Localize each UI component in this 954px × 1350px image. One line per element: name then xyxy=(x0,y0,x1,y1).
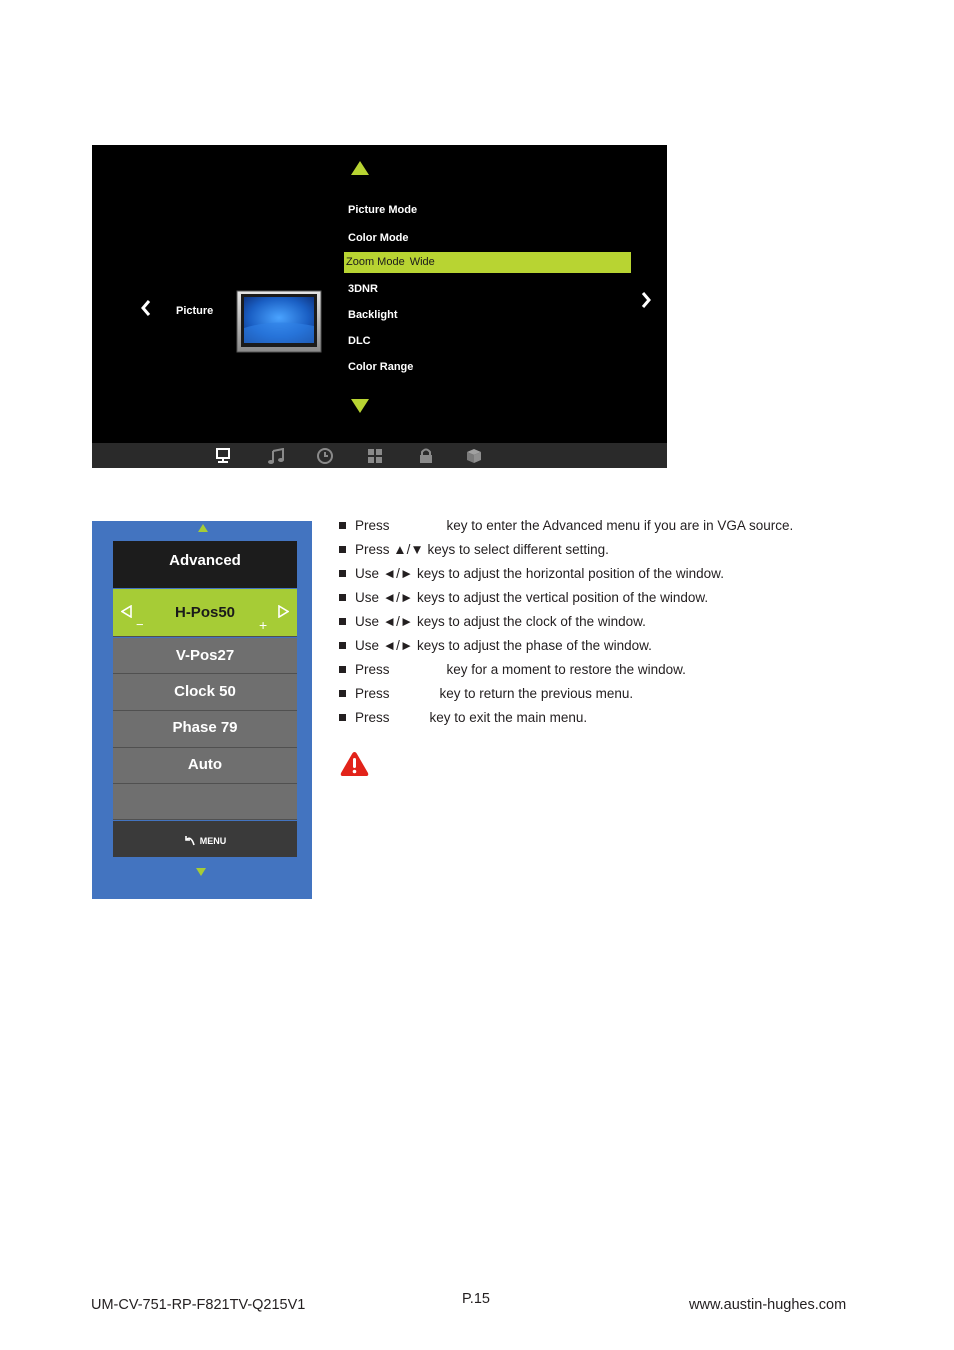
clock-icon[interactable] xyxy=(316,448,334,464)
instruction-item: Use ◄/► keys to adjust the clock of the window. xyxy=(339,614,646,629)
instruction-item: Use ◄/► keys to adjust the phase of the window. xyxy=(339,638,652,653)
menu-item-backlight[interactable]: Backlight xyxy=(348,309,398,321)
instruction-item: Press key to exit the main menu. xyxy=(339,710,587,725)
menu-item-3dnr[interactable]: 3DNR xyxy=(348,283,378,295)
triangle-up-icon[interactable] xyxy=(198,524,208,532)
triangle-down-icon[interactable] xyxy=(196,868,206,876)
bullet xyxy=(339,618,346,625)
h-pos-row[interactable]: − H-Pos50 + xyxy=(113,589,297,637)
menu-item-color-mode[interactable]: Color Mode xyxy=(348,232,409,244)
bullet xyxy=(339,666,346,673)
tv-icon xyxy=(236,290,322,354)
instruction-item: Use ◄/► keys to adjust the vertical position of the window. xyxy=(339,590,708,605)
bullet xyxy=(339,594,346,601)
triangle-up-icon[interactable] xyxy=(350,160,370,176)
lock-icon[interactable] xyxy=(418,448,434,464)
menu-item-color-range[interactable]: Color Range xyxy=(348,361,414,373)
instruction-item: Press ▲/▼ keys to select different setting. xyxy=(339,542,609,557)
instruction-item: Press key to enter the Advanced menu if you are in VGA source. xyxy=(339,518,793,533)
phase-row[interactable]: Phase 79 xyxy=(113,711,297,748)
chevron-left-icon[interactable] xyxy=(140,299,152,317)
advanced-menu xyxy=(92,521,312,899)
document-code: UM-CV-751-RP-F821TV-Q215V1 xyxy=(91,1297,306,1313)
menu-item-dlc[interactable]: DLC xyxy=(348,335,371,347)
return-icon xyxy=(184,834,196,846)
grid-icon[interactable] xyxy=(367,448,383,464)
page-number: P.15 xyxy=(462,1291,490,1307)
arrow-left-icon[interactable] xyxy=(121,605,132,618)
clock-row[interactable]: Clock 50 xyxy=(113,674,297,711)
minus-icon: − xyxy=(136,617,144,632)
osd-category-bar xyxy=(92,443,667,468)
menu-item-picture-mode[interactable]: Picture Mode xyxy=(348,204,418,216)
v-pos-row[interactable]: V-Pos27 xyxy=(113,638,297,674)
bullet xyxy=(339,690,346,697)
website-link[interactable]: www.austin-hughes.com xyxy=(689,1297,847,1313)
chevron-right-icon[interactable] xyxy=(640,291,652,309)
zoom-mode-value: Wide xyxy=(409,256,435,268)
bullet xyxy=(339,522,346,529)
triangle-down-icon[interactable] xyxy=(350,398,370,414)
instruction-item: Press key to return the previous menu. xyxy=(339,686,633,701)
monitor-icon[interactable] xyxy=(215,448,231,464)
bullet xyxy=(339,642,346,649)
music-icon[interactable] xyxy=(267,448,285,464)
empty-row xyxy=(113,784,297,820)
instruction-item: Press key for a moment to restore the window. xyxy=(339,662,686,677)
arrow-right-icon[interactable] xyxy=(278,605,289,618)
cube-icon[interactable] xyxy=(466,448,482,464)
menu-label: MENU xyxy=(199,836,227,846)
advanced-footer[interactable] xyxy=(113,821,297,857)
advanced-title: Advanced xyxy=(113,541,297,588)
osd-screen xyxy=(92,145,667,468)
bullet xyxy=(339,714,346,721)
warning-icon xyxy=(339,750,370,778)
bullet xyxy=(339,570,346,577)
auto-row[interactable]: Auto xyxy=(113,748,297,784)
menu-item-zoom-mode[interactable]: Zoom Mode Wide xyxy=(344,252,631,273)
instruction-item: Use ◄/► keys to adjust the horizontal position of the window. xyxy=(339,566,724,581)
plus-icon: + xyxy=(259,617,268,633)
bullet xyxy=(339,546,346,553)
category-label: Picture xyxy=(176,305,214,317)
